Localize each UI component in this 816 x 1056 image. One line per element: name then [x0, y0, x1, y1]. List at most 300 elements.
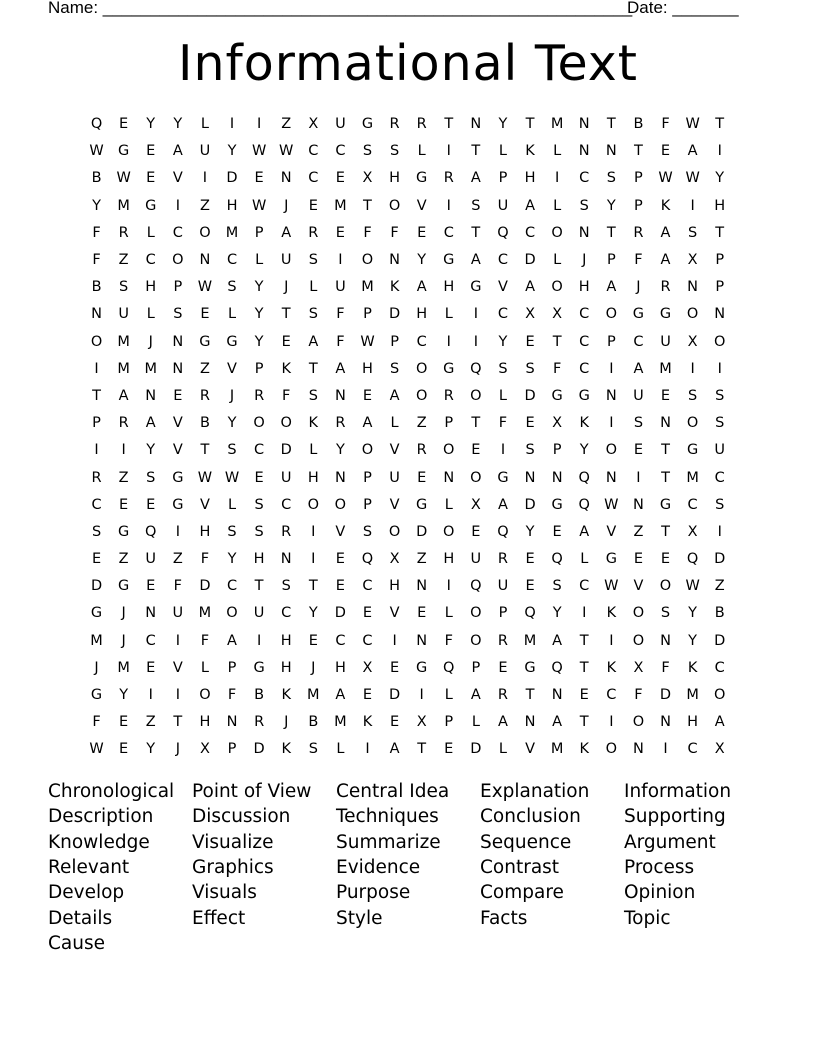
grid-letter: P: [173, 279, 183, 296]
grid-letter: M: [198, 605, 212, 622]
grid-letter: E: [579, 687, 589, 704]
grid-row: [83, 437, 735, 464]
grid-letter: M: [659, 360, 672, 377]
grid-letter: H: [280, 659, 292, 676]
grid-letter: N: [91, 306, 102, 323]
grid-letter: P: [444, 415, 454, 432]
grid-letter: P: [634, 170, 643, 187]
grid-letter: I: [636, 469, 641, 486]
grid-letter: T: [308, 360, 318, 377]
grid-letter: R: [91, 469, 102, 486]
grid-letter: F: [444, 632, 453, 649]
grid-letter: E: [660, 387, 671, 404]
word-list-item: Knowledge: [48, 831, 150, 853]
grid-letter: U: [280, 252, 292, 269]
grid-letter: J: [284, 197, 289, 214]
grid-letter: O: [686, 306, 699, 323]
grid-letter: Z: [172, 551, 183, 568]
word-list: [48, 779, 788, 956]
grid-letter: D: [659, 687, 672, 704]
grid-letter: Y: [715, 170, 725, 187]
grid-letter: O: [253, 415, 265, 432]
grid-letter: V: [172, 170, 183, 187]
grid-letter: P: [390, 333, 399, 350]
grid-letter: G: [578, 387, 590, 404]
grid-letter: P: [552, 442, 562, 459]
grid-letter: W: [604, 496, 619, 513]
grid-letter: K: [281, 741, 291, 758]
grid-letter: N: [714, 306, 726, 323]
grid-letter: O: [388, 197, 401, 214]
grid-letter: K: [687, 659, 698, 676]
grid-letter: A: [525, 197, 535, 214]
grid-letter: O: [686, 415, 699, 432]
grid-letter: H: [687, 714, 699, 731]
grid-letter: A: [579, 523, 590, 540]
grid-letter: I: [256, 632, 262, 649]
grid-letter: J: [582, 252, 587, 269]
grid-letter: H: [199, 523, 211, 540]
grid-letter: V: [172, 659, 183, 676]
grid-letter: P: [363, 306, 372, 323]
grid-letter: N: [280, 170, 292, 187]
grid-letter: S: [688, 387, 698, 404]
grid-letter: E: [362, 687, 373, 704]
grid-letter: E: [417, 224, 427, 241]
grid-row: [83, 111, 735, 138]
word-list-item: Sequence: [480, 831, 572, 853]
word-list-row: [48, 830, 788, 855]
grid-letter: R: [443, 170, 454, 187]
grid-letter: T: [417, 741, 427, 758]
grid-letter: S: [525, 442, 535, 459]
grid-letter: Y: [119, 687, 129, 704]
grid-letter: S: [552, 578, 562, 595]
grid-letter: L: [553, 252, 562, 269]
grid-letter: C: [172, 224, 183, 241]
grid-letter: S: [606, 170, 616, 187]
grid-letter: N: [416, 632, 428, 649]
grid-letter: N: [226, 714, 238, 731]
grid-letter: S: [362, 143, 373, 160]
grid-letter: H: [253, 551, 265, 568]
grid-row: [83, 546, 735, 573]
grid-letter: Q: [578, 469, 590, 486]
word-list-item: Conclusion: [480, 806, 581, 828]
grid-letter: E: [633, 442, 643, 459]
grid-letter: X: [308, 116, 319, 133]
word-list-row: [48, 804, 788, 829]
grid-letter: O: [605, 442, 618, 459]
grid-letter: T: [579, 659, 589, 676]
grid-letter: G: [416, 170, 428, 187]
grid-letter: Y: [606, 197, 616, 214]
grid-letter: C: [687, 496, 698, 513]
grid-letter: C: [226, 252, 238, 269]
grid-letter: G: [686, 442, 699, 459]
grid-letter: S: [715, 387, 725, 404]
word-list-item: Cause: [48, 932, 105, 954]
grid-letter: Q: [578, 496, 590, 513]
grid-letter: S: [308, 741, 318, 758]
grid-letter: I: [446, 333, 451, 350]
grid-letter: S: [281, 578, 291, 595]
grid-letter: Z: [118, 551, 129, 568]
grid-letter: X: [687, 252, 698, 269]
grid-row: [83, 736, 735, 763]
grid-letter: M: [117, 197, 130, 214]
grid-letter: L: [471, 714, 480, 731]
grid-letter: N: [172, 333, 184, 350]
grid-letter: U: [497, 197, 509, 214]
grid-letter: X: [389, 551, 400, 568]
grid-letter: O: [361, 442, 374, 459]
grid-letter: E: [389, 659, 400, 676]
grid-letter: L: [444, 605, 453, 622]
word-list-item: Visuals: [192, 882, 257, 904]
grid-letter: C: [281, 605, 292, 622]
name-field: Name: ________________________________________________________: [48, 0, 633, 17]
grid-letter: N: [660, 415, 671, 432]
word-list-item: Chronological: [48, 781, 175, 803]
grid-letter: S: [715, 496, 725, 513]
grid-letter: I: [446, 578, 451, 595]
grid-letter: S: [688, 224, 698, 241]
grid-letter: L: [444, 306, 453, 323]
grid-letter: U: [199, 143, 211, 160]
grid-letter: V: [497, 279, 508, 296]
grid-letter: J: [148, 333, 153, 350]
grid-letter: A: [660, 252, 671, 269]
grid-row: [83, 600, 735, 627]
grid-letter: C: [579, 306, 590, 323]
grid-letter: E: [308, 197, 318, 214]
grid-letter: A: [470, 687, 481, 704]
grid-letter: L: [227, 306, 237, 323]
grid-letter: P: [715, 252, 725, 269]
grid-letter: H: [443, 279, 455, 296]
grid-letter: R: [497, 687, 508, 704]
word-list-item: Opinion: [624, 882, 696, 904]
grid-letter: I: [202, 170, 208, 187]
grid-letter: O: [551, 279, 563, 296]
grid-letter: G: [551, 496, 563, 513]
grid-letter: S: [146, 469, 156, 486]
grid-letter: V: [199, 496, 210, 513]
grid-letter: W: [685, 116, 700, 133]
grid-letter: A: [416, 279, 427, 296]
grid-letter: L: [146, 306, 155, 323]
grid-letter: Y: [335, 442, 345, 459]
grid-letter: N: [334, 387, 346, 404]
grid-letter: X: [525, 306, 536, 323]
grid-letter: Y: [498, 116, 508, 133]
grid-letter: Z: [633, 523, 644, 540]
grid-letter: U: [253, 605, 265, 622]
grid-row: [83, 709, 735, 736]
grid-letter: G: [361, 116, 374, 133]
grid-letter: C: [362, 578, 373, 595]
grid-letter: L: [498, 741, 507, 758]
grid-letter: N: [172, 360, 184, 377]
word-list-item: Visualize: [192, 831, 274, 853]
grid-letter: C: [714, 659, 725, 676]
grid-letter: B: [633, 116, 644, 133]
grid-letter: O: [443, 523, 455, 540]
grid-letter: Q: [145, 523, 157, 540]
grid-letter: E: [119, 116, 129, 133]
grid-letter: E: [525, 578, 535, 595]
grid-letter: E: [660, 143, 671, 160]
grid-letter: R: [308, 224, 319, 241]
grid-letter: O: [632, 605, 645, 622]
grid-letter: A: [552, 632, 563, 649]
grid-letter: M: [686, 469, 699, 486]
grid-letter: I: [690, 197, 695, 214]
grid-letter: J: [229, 387, 235, 404]
grid-letter: N: [524, 714, 536, 731]
grid-letter: O: [659, 578, 672, 595]
grid-letter: P: [254, 360, 264, 377]
grid-letter: A: [145, 415, 156, 432]
grid-letter: M: [307, 687, 320, 704]
grid-letter: L: [255, 252, 264, 269]
grid-letter: O: [470, 605, 482, 622]
grid-row: [83, 356, 735, 383]
grid-letter: E: [254, 170, 264, 187]
grid-letter: P: [254, 224, 264, 241]
grid-letter: I: [717, 523, 722, 540]
grid-letter: D: [470, 741, 482, 758]
grid-letter: K: [606, 605, 617, 622]
grid-letter: W: [604, 578, 619, 595]
grid-letter: X: [470, 496, 481, 513]
grid-letter: E: [119, 714, 129, 731]
grid-letter: N: [470, 116, 482, 133]
grid-letter: G: [551, 387, 563, 404]
grid-letter: Y: [498, 333, 508, 350]
grid-letter: N: [280, 551, 292, 568]
grid-letter: I: [609, 415, 614, 432]
grid-letter: E: [146, 659, 156, 676]
grid-letter: N: [416, 578, 428, 595]
grid-letter: J: [311, 659, 316, 676]
grid-letter: R: [633, 224, 644, 241]
grid-letter: L: [227, 496, 237, 513]
grid-letter: Y: [146, 116, 156, 133]
grid-letter: M: [117, 333, 130, 350]
grid-letter: R: [416, 116, 427, 133]
grid-letter: R: [660, 279, 671, 296]
grid-letter: T: [444, 116, 454, 133]
grid-letter: J: [121, 632, 126, 649]
grid-letter: C: [362, 632, 373, 649]
grid-letter: S: [525, 360, 535, 377]
grid-row: [83, 492, 735, 519]
grid-letter: Y: [417, 252, 427, 269]
grid-letter: R: [118, 224, 129, 241]
grid-letter: V: [335, 523, 346, 540]
grid-letter: G: [226, 333, 238, 350]
grid-letter: T: [308, 578, 318, 595]
grid-letter: L: [146, 224, 155, 241]
grid-letter: E: [335, 551, 345, 568]
grid-letter: V: [389, 496, 400, 513]
grid-letter: N: [578, 116, 590, 133]
grid-letter: Z: [145, 714, 156, 731]
grid-row: [83, 193, 735, 220]
grid-letter: C: [443, 224, 454, 241]
grid-letter: E: [552, 523, 562, 540]
grid-letter: G: [659, 306, 672, 323]
grid-letter: I: [609, 632, 614, 649]
grid-letter: A: [227, 632, 237, 649]
grid-letter: V: [633, 578, 644, 595]
grid-letter: I: [175, 523, 180, 540]
grid-letter: A: [552, 714, 563, 731]
grid-letter: A: [281, 224, 292, 241]
grid-letter: M: [334, 197, 347, 214]
grid-letter: O: [307, 496, 319, 513]
word-list-item: Argument: [624, 831, 716, 853]
grid-letter: F: [336, 306, 345, 323]
grid-letter: G: [172, 496, 184, 513]
word-list-item: Description: [48, 806, 154, 828]
grid-letter: U: [280, 469, 292, 486]
grid-letter: J: [121, 605, 126, 622]
grid-letter: E: [498, 659, 508, 676]
grid-letter: L: [390, 415, 399, 432]
grid-letter: O: [199, 687, 211, 704]
grid-letter: C: [308, 170, 319, 187]
letter-grid: [83, 111, 735, 764]
grid-letter: L: [309, 279, 318, 296]
grid-letter: S: [227, 279, 237, 296]
grid-letter: C: [524, 224, 536, 241]
grid-letter: A: [470, 170, 481, 187]
grid-letter: S: [389, 143, 400, 160]
grid-letter: G: [118, 523, 130, 540]
grid-letter: L: [444, 496, 453, 513]
grid-letter: W: [685, 578, 700, 595]
grid-letter: C: [579, 578, 590, 595]
word-list-item: Explanation: [480, 781, 590, 803]
grid-letter: O: [199, 224, 211, 241]
grid-letter: Q: [551, 659, 563, 676]
grid-letter: Y: [579, 442, 589, 459]
grid-letter: O: [361, 252, 374, 269]
grid-letter: C: [254, 442, 265, 459]
grid-row: [83, 464, 735, 491]
grid-letter: A: [606, 279, 617, 296]
grid-letter: H: [389, 170, 401, 187]
grid-letter: S: [498, 360, 508, 377]
grid-letter: Y: [552, 605, 562, 622]
grid-letter: T: [281, 306, 291, 323]
grid-letter: U: [660, 333, 671, 350]
grid-letter: H: [416, 306, 428, 323]
word-list-item: Central Idea: [336, 781, 450, 803]
grid-letter: K: [579, 415, 589, 432]
word-list-item: Style: [336, 907, 383, 929]
grid-letter: E: [471, 523, 481, 540]
grid-letter: H: [307, 469, 319, 486]
grid-letter: M: [361, 279, 374, 296]
grid-letter: C: [281, 496, 292, 513]
grid-letter: C: [416, 333, 427, 350]
grid-letter: M: [550, 116, 564, 133]
word-list-item: Topic: [624, 907, 671, 929]
grid-letter: T: [579, 714, 589, 731]
grid-letter: L: [580, 551, 589, 568]
grid-letter: Y: [254, 333, 264, 350]
grid-letter: H: [199, 714, 211, 731]
grid-row: [83, 519, 735, 546]
grid-letter: I: [717, 360, 722, 377]
grid-letter: K: [308, 415, 319, 432]
grid-letter: T: [715, 224, 725, 241]
grid-letter: N: [551, 687, 563, 704]
grid-letter: T: [579, 632, 589, 649]
grid-letter: Z: [281, 116, 292, 133]
grid-letter: E: [281, 333, 291, 350]
grid-letter: N: [443, 469, 455, 486]
word-list-item: Details: [48, 907, 113, 929]
grid-letter: N: [632, 741, 644, 758]
word-list-item: Point of View: [192, 781, 312, 803]
grid-letter: D: [524, 496, 536, 513]
grid-letter: T: [471, 415, 481, 432]
grid-letter: D: [714, 632, 726, 649]
grid-letter: O: [415, 360, 428, 377]
grid-letter: F: [282, 387, 291, 404]
grid-letter: Q: [361, 551, 374, 568]
grid-letter: U: [335, 116, 346, 133]
grid-letter: M: [686, 687, 699, 704]
grid-letter: X: [362, 659, 373, 676]
grid-letter: I: [419, 687, 424, 704]
grid-letter: E: [362, 387, 373, 404]
grid-letter: A: [118, 387, 129, 404]
grid-letter: S: [308, 387, 318, 404]
word-list-item: Facts: [480, 907, 528, 929]
grid-letter: G: [172, 469, 184, 486]
grid-letter: S: [389, 360, 400, 377]
grid-letter: I: [338, 252, 343, 269]
grid-letter: E: [119, 741, 129, 758]
grid-letter: Y: [254, 306, 264, 323]
word-list-item: Summarize: [336, 831, 441, 853]
grid-letter: N: [687, 279, 699, 296]
grid-letter: I: [175, 197, 180, 214]
grid-letter: G: [497, 469, 509, 486]
grid-letter: E: [200, 306, 210, 323]
grid-row: [83, 682, 735, 709]
grid-letter: Y: [254, 279, 264, 296]
grid-letter: R: [281, 523, 292, 540]
grid-letter: U: [118, 306, 129, 323]
grid-letter: I: [500, 442, 506, 459]
grid-letter: O: [632, 632, 645, 649]
grid-row: [83, 274, 735, 301]
grid-letter: S: [254, 496, 264, 513]
grid-letter: I: [392, 632, 397, 649]
grid-letter: X: [362, 170, 373, 187]
grid-row: [83, 165, 735, 192]
grid-letter: E: [444, 741, 454, 758]
grid-letter: Q: [524, 605, 536, 622]
grid-letter: W: [251, 143, 267, 160]
